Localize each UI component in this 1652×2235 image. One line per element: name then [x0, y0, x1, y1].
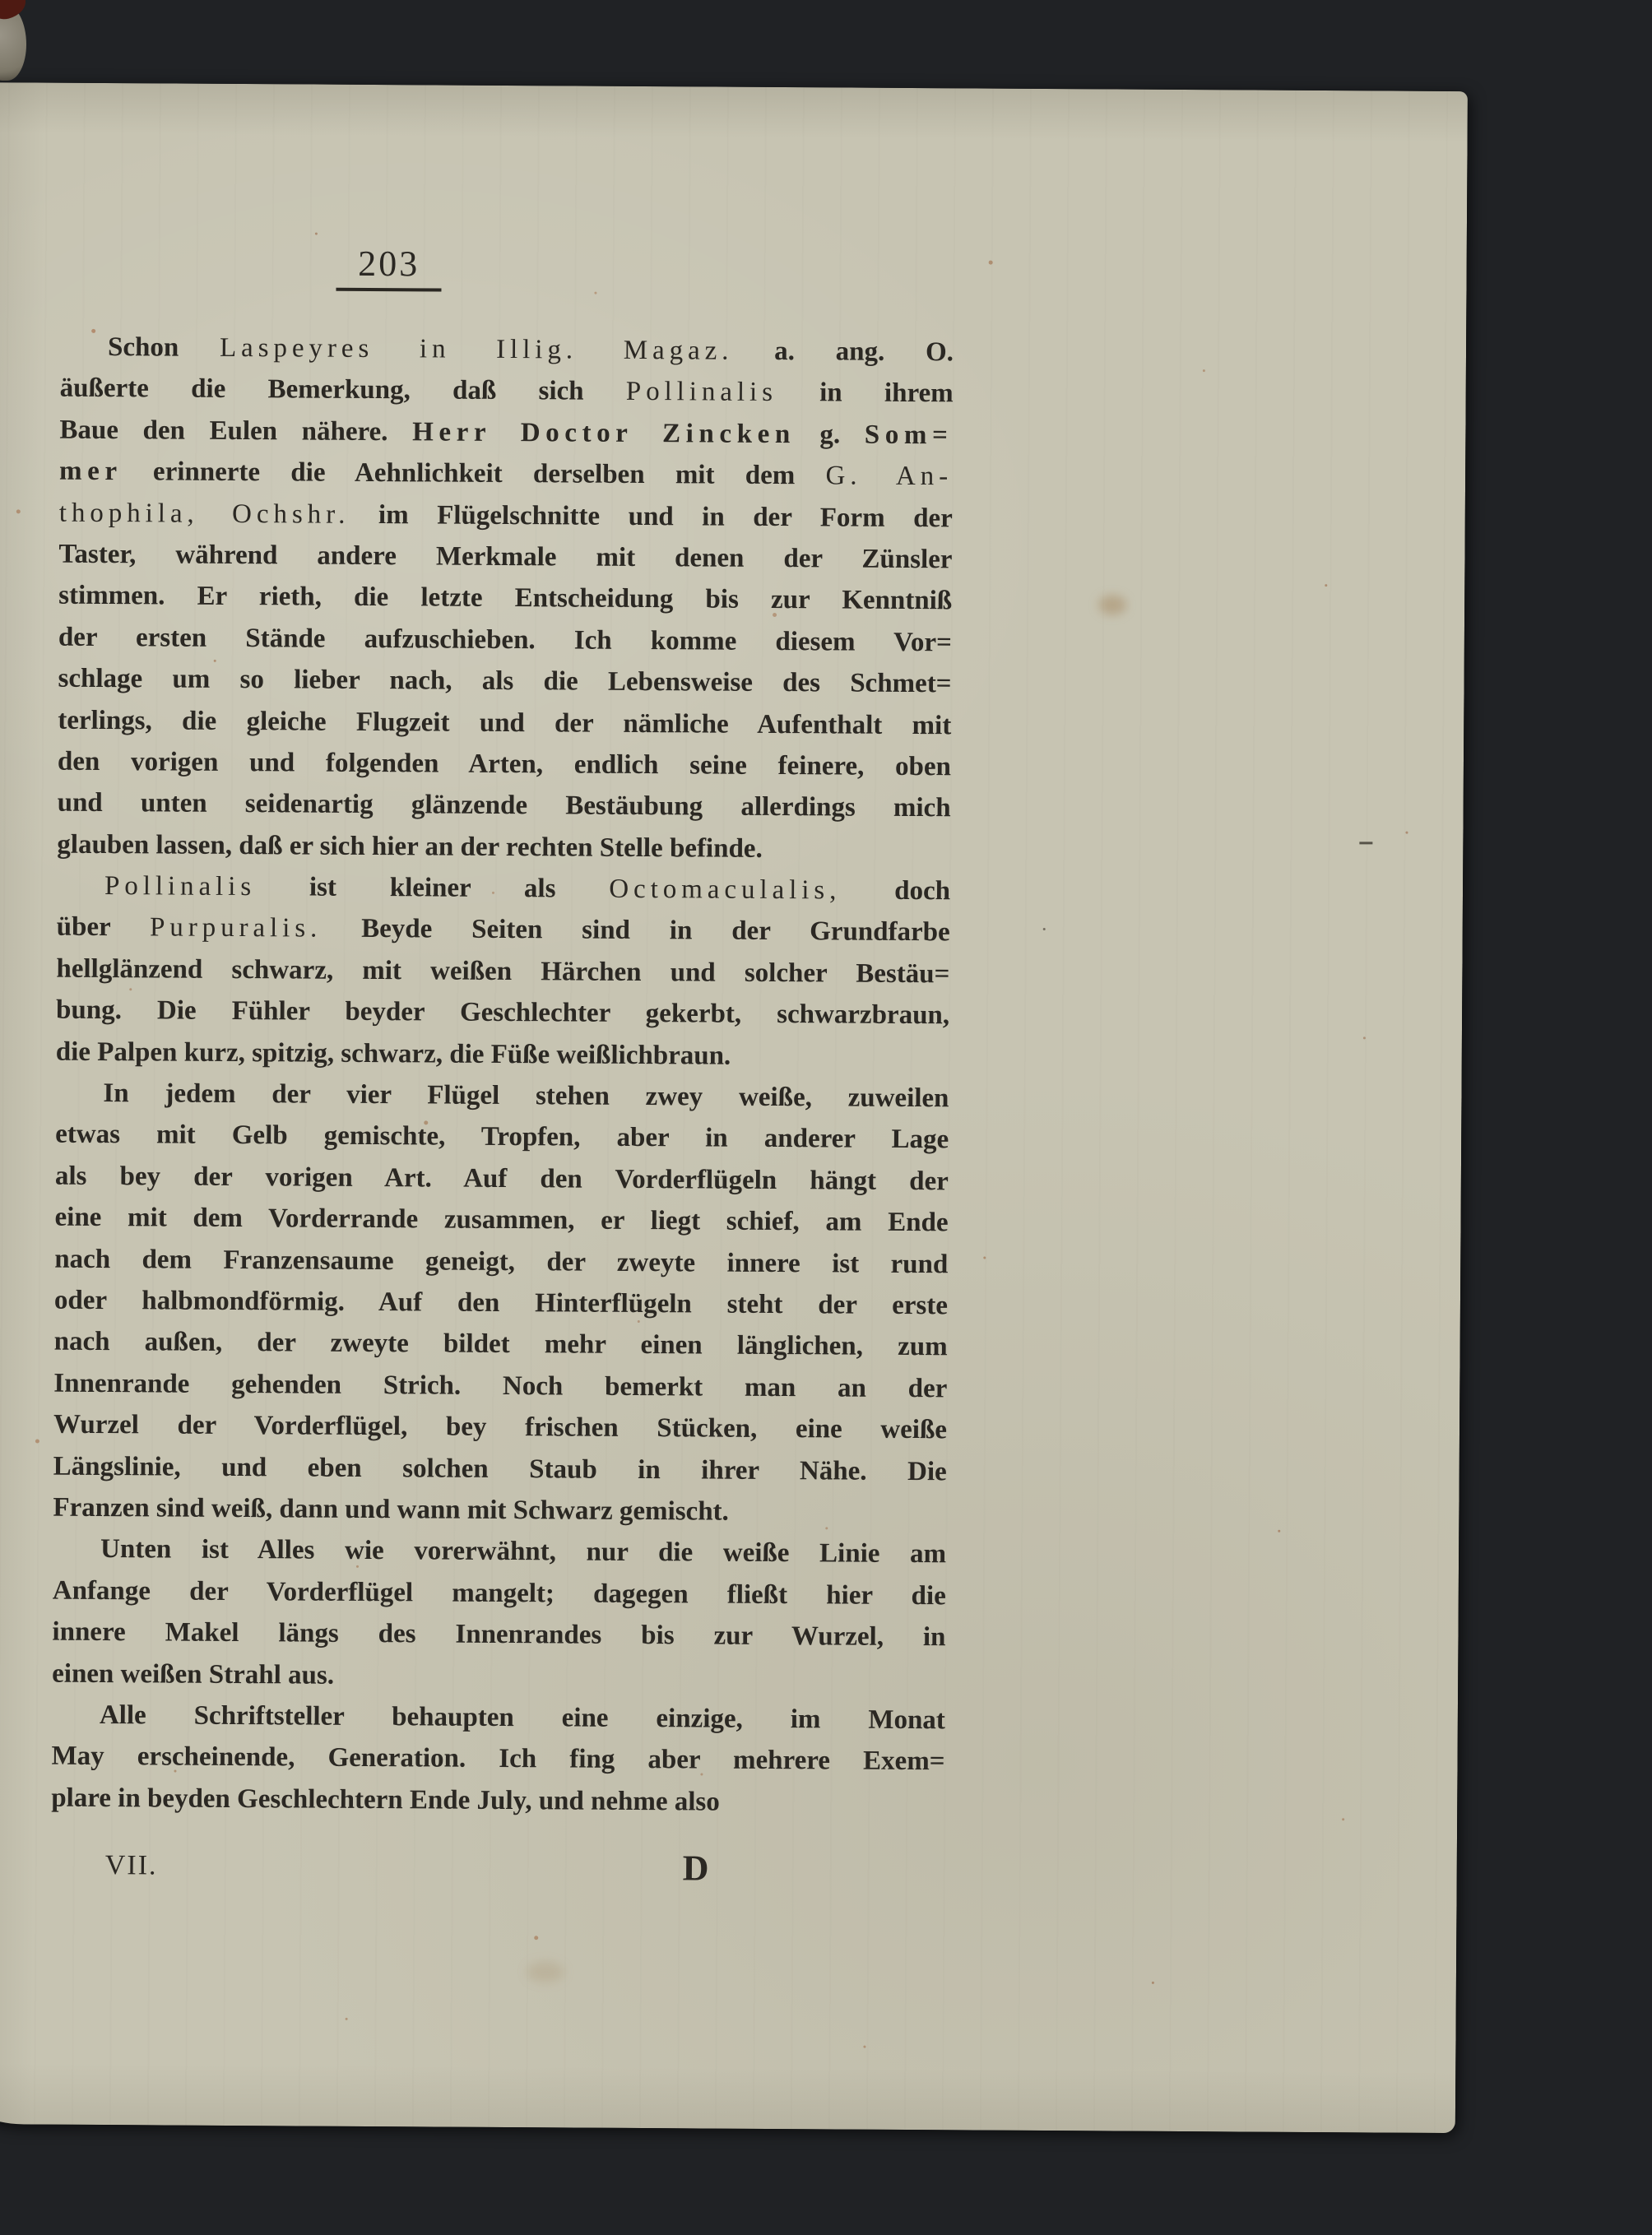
fraktur-text: a. ang. O. [733, 336, 954, 368]
fraktur-text: Alle Schriftsteller behaupten eine einzige, im Monat [99, 1699, 945, 1736]
text-line [58, 534, 952, 581]
fraktur-text: terlings, die gleiche Flugzeit und der nämliche Aufenthalt mit [58, 705, 952, 740]
text-line [53, 1528, 946, 1575]
fraktur-text: Franzen sind weiß, dann und wann mit Schwarz gemischt. [53, 1492, 729, 1527]
text-line [53, 1445, 947, 1492]
paper-stain [527, 1961, 564, 1982]
text-line [59, 451, 953, 498]
fraktur-text: In jedem der vier Flügel stehen zwey weiße, zuweilen [103, 1078, 949, 1114]
fraktur-text: im Flügelschnitte und in der Form der [350, 499, 953, 533]
text-line [53, 1487, 946, 1534]
fraktur-text: doch [841, 875, 951, 907]
text-line [59, 492, 953, 539]
fraktur-text: äußerte die Bemerkung, daß sich [59, 373, 626, 407]
fraktur-text: innere Makel längs des Innenrandes bis zur Wurzel, in [52, 1616, 946, 1653]
paper-stain [1098, 595, 1126, 614]
text-line [58, 575, 952, 622]
text-line [53, 1362, 947, 1409]
fraktur-text: nach außen, der zweyte bildet mehr einen länglichen, zum [53, 1327, 948, 1362]
fraktur-text: Beyde Seiten sind in der Grundfarbe [322, 914, 950, 948]
text-line [58, 658, 951, 705]
antiqua-text: Octomaculalis, [609, 874, 842, 906]
fraktur-text: in ihrem [777, 378, 954, 409]
text-line [53, 1321, 947, 1368]
text-line [52, 1611, 945, 1658]
fraktur-text: den vorigen und folgenden Arten, endlich seine feinere, oben [57, 746, 952, 782]
text-line [55, 1114, 949, 1161]
fraktur-text: g. [795, 419, 865, 450]
signature-letter: D [682, 1848, 709, 1889]
fraktur-text: erinnerte die Aehnlichkeit derselben mit dem [122, 457, 826, 491]
fraktur-text: bung. Die Fühler beyder Geschlechter gekerbt, schwarzbraun, [56, 995, 950, 1031]
antiqua-text: thophila, Ochshr. [58, 498, 350, 530]
fraktur-text: eine mit dem Vorderrande zusammen, er liegt schief, am Ende [54, 1202, 949, 1238]
text-line [51, 1777, 944, 1824]
text-line [57, 823, 950, 870]
text-line [58, 699, 951, 746]
fraktur-text: über [56, 912, 151, 943]
fraktur-text: stimmen. Er rieth, die letzte Entscheidung bis zur Kenntniß [58, 581, 953, 616]
fraktur-text: einen weißen Strahl aus. [52, 1658, 335, 1690]
text-line [54, 1197, 948, 1244]
text-line [52, 1653, 945, 1699]
fraktur-text: glauben lassen, daß er sich hier an der rechten Stelle befinde. [57, 829, 763, 864]
text-line [55, 1073, 949, 1120]
text-line [57, 907, 950, 953]
fraktur-text: etwas mit Gelb gemischte, Tropfen, aber in anderer Lage [55, 1120, 949, 1155]
text-line [51, 1736, 944, 1783]
antiqua-text: G. An- [825, 461, 954, 492]
fraktur-text: Unten ist Alles wie vorerwähnt, nur die weiße Linie am [100, 1534, 947, 1570]
antiqua-text: Pollinalis [104, 871, 257, 902]
margin-mark [1359, 842, 1372, 844]
text-line [58, 741, 951, 788]
page-footer [50, 1843, 944, 1907]
fraktur-text: schlage um so lieber nach, als die Lebensweise des Schmet= [58, 663, 952, 699]
fraktur-text: Längslinie, und eben solchen Staub in ihrer Nähe. Die [53, 1451, 947, 1486]
text-line [56, 948, 949, 995]
text-line [60, 368, 954, 415]
antiqua-text: Pollinalis [625, 377, 778, 408]
fraktur-text: Taster, während andere Merkmale mit denen der Zünsler [58, 539, 953, 575]
text-line [55, 1155, 949, 1202]
text-line [52, 1695, 945, 1741]
text-line [53, 1570, 946, 1616]
fraktur-text: Wurzel der Vorderflügel, bey frischen Stücken, eine weiße [53, 1409, 948, 1445]
text-line [56, 990, 949, 1036]
body-text [51, 327, 954, 1825]
fraktur-text: oder halbmondförmig. Auf den Hinterflügeln steht der erste [53, 1285, 949, 1321]
antiqua-text: Laspeyres in Illig. Magaz. [219, 332, 734, 366]
text-line [54, 1280, 948, 1327]
fraktur-text: der ersten Stände aufzuschieben. Ich komme diesem Vor= [58, 622, 952, 658]
fraktur-text: plare in beyden Geschlechtern Ende July, und nehme also [51, 1783, 720, 1817]
text-line [59, 409, 953, 456]
text-line [56, 1031, 949, 1078]
fraktur-text: Herr Doctor Zincken [412, 417, 796, 449]
text-line [53, 1404, 947, 1451]
text-line [58, 616, 952, 663]
text-line [57, 782, 950, 829]
fraktur-text: nach dem Franzensaume geneigt, der zweyte innere ist rund [54, 1244, 949, 1279]
antiqua-text: Purpuralis. [149, 912, 323, 944]
page-number: 203 [336, 243, 441, 292]
fraktur-text: Schon [107, 332, 220, 363]
book-page [0, 82, 1468, 2133]
fraktur-text: mer [59, 456, 123, 487]
fraktur-text: als bey der vorigen Art. Auf den Vorderflügeln hängt der [54, 1161, 949, 1197]
fraktur-text: die Palpen kurz, spitzig, schwarz, die Füße weißlichbraun. [55, 1036, 731, 1071]
fraktur-text: und unten seidenartig glänzende Bestäubung allerdings mich [57, 787, 951, 823]
fraktur-text: Som= [864, 420, 954, 451]
fraktur-text: May erscheinende, Generation. Ich fing aber mehrere Exem= [51, 1741, 945, 1777]
fraktur-text: Anfange der Vorderflügel mangelt; dagegen fließt hier die [52, 1575, 946, 1611]
volume-number: VII. [104, 1850, 158, 1881]
text-line [60, 327, 954, 373]
text-line [54, 1238, 948, 1285]
fraktur-text: Baue den Eulen nähere. [59, 415, 413, 447]
fraktur-text: ist kleiner als [256, 872, 610, 904]
text-line [57, 865, 950, 912]
fraktur-text: Innenrande gehenden Strich. Noch bemerkt man an der [53, 1368, 948, 1404]
fraktur-text: hellglänzend schwarz, mit weißen Härchen und solcher Bestäu= [56, 953, 950, 990]
